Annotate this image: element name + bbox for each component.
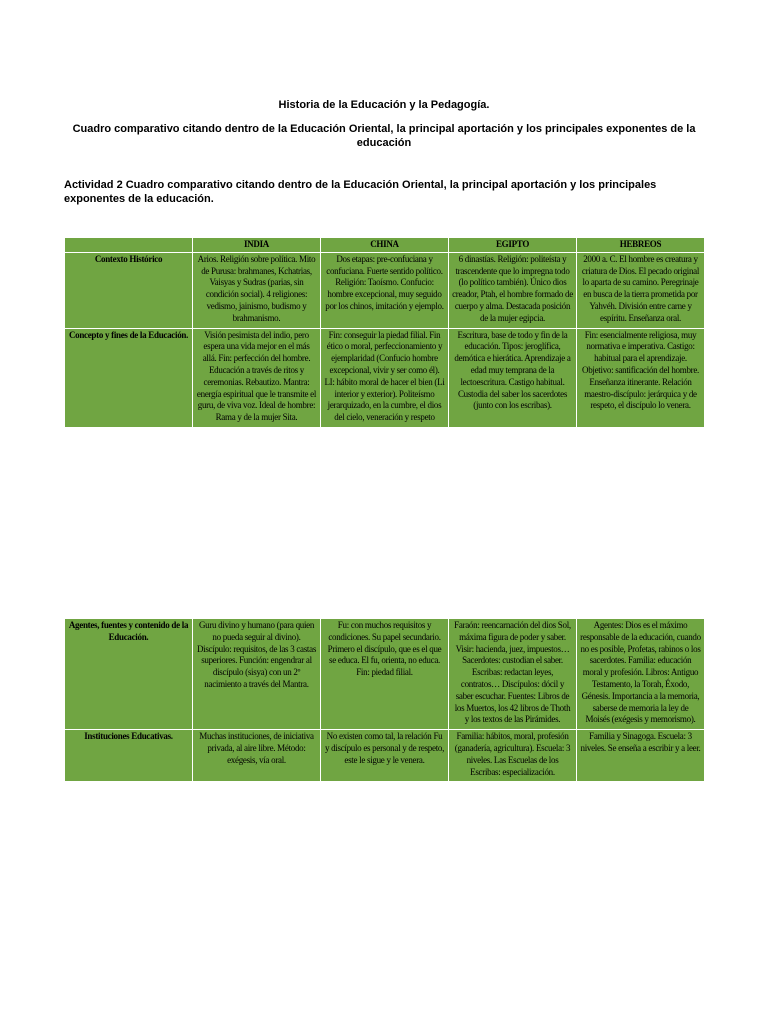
header-cell-empty bbox=[65, 238, 193, 253]
table-cell-china: Fu: con muchos requisitos y condiciones. Su papel secundario. Primero el discípulo, que es el que se educa. El fu, orienta, no educa. Fin: piedad filial. bbox=[321, 619, 449, 730]
table-header-row bbox=[65, 238, 705, 253]
table-cell-india: Muchas instituciones, de iniciativa privada, al aire libre. Método: exégesis, vía oral. bbox=[193, 730, 321, 782]
table-row bbox=[65, 730, 705, 782]
row-label: Instituciones Educativas. bbox=[65, 730, 193, 782]
header-cell-egipto: EGIPTO bbox=[449, 238, 577, 253]
table-cell-hebreos: Agentes: Dios es el máximo responsable de la educación, cuando no es posible, Profetas, rabinos o los sacerdotes. Familia: educación moral y profesión. Libros: Antiguo Testamento, la Torah, Éxodo, Génesis. Importancia a la memoria, saberse de memoria la ley de Moisés (exégesis y memorismo). bbox=[577, 619, 705, 730]
table-cell-india: Guru divino y humano (para quien no pueda seguir al divino). Discípulo: requisitos, de las 3 castas superiores. Función: engendrar al discípulo (sisya) con un 2º nacimiento a través del Mantra. bbox=[193, 619, 321, 730]
table-cell-india: Visión pesimista del indio, pero espera una vida mejor en el más allá. Fin: perfección del hombre. Educación a través de ritos y ceremonias. Rebautizo. Mantra: energía espiritual que le transmite el guru, de viva voz. Ideal de hombre: Rama y de la mujer Sita. bbox=[193, 328, 321, 427]
table-cell-hebreos: 2000 a. C. El hombre es creatura y criatura de Dios. El pecado original lo aparta de su camino. Peregrinaje en busca de la tierra prometida por Yahvéh. División entre carne y espíritu. Enseñanza oral. bbox=[577, 252, 705, 328]
table-cell-egipto: Faraón: reencarnación del dios Sol, máxima figura de poder y saber. Visir: hacienda, juez, impuestos… Sacerdotes: custodian el saber. Escribas: redactan leyes, contratos… Discípulos: dócil y saber escuchar. Fuentes: Libros de los Muertos, los 42 libros de Thoth y los textos de las Pirámides. bbox=[449, 619, 577, 730]
activity-heading: Actividad 2 Cuadro comparativo citando dentro de la Educación Oriental, la principal aportación y los principales exponentes de la educación. bbox=[64, 179, 657, 205]
table-cell-china: Dos etapas: pre-confuciana y confuciana. Fuerte sentido político. Religión: Taoísmo. Confucio: hombre excepcional, muy seguido por los chinos, imitación y ejemplo. bbox=[321, 252, 449, 328]
header-cell-china: CHINA bbox=[321, 238, 449, 253]
table-cell-hebreos: Fin: esencialmente religiosa, muy normativa e imperativa. Castigo: habitual para el aprendizaje. Objetivo: santificación del hombre. Enseñanza itinerante. Relación maestro-discípulo: jerárquica y de respeto, el discípulo lo venera. bbox=[577, 328, 705, 427]
row-label: Contexto Histórico bbox=[65, 252, 193, 328]
row-label: Agentes, fuentes y contenido de la Educación. bbox=[65, 619, 193, 730]
page-subtitle: Cuadro comparativo citando dentro de la Educación Oriental, la principal aportación y los principales exponentes de la educación bbox=[72, 123, 696, 149]
table-cell-egipto: Familia: hábitos, moral, profesión (ganadería, agricultura). Escuela: 3 niveles. Las Escuelas de los Escribas: especialización. bbox=[449, 730, 577, 782]
table-cell-india: Arios. Religión sobre política. Mito de Purusa: brahmanes, Kchatrias, Vaisyas y Sudras (parias, sin condición social). 4 religiones: vedismo, jainismo, budismo y brahmanismo. bbox=[193, 252, 321, 328]
table-cell-egipto: Escritura, base de todo y fin de la educación. Tipos: jeroglífica, demótica e hierática. Aprendizaje a edad muy temprana de la lectoescritura. Castigo habitual. Custodia del saber los sacerdotes (junto con los escribas). bbox=[449, 328, 577, 427]
header-cell-india: INDIA bbox=[193, 238, 321, 253]
row-label: Concepto y fines de la Educación. bbox=[65, 328, 193, 427]
table-row bbox=[65, 619, 705, 730]
table-row bbox=[65, 252, 705, 328]
table-cell-hebreos: Familia y Sinagoga. Escuela: 3 niveles. Se enseña a escribir y a leer. bbox=[577, 730, 705, 782]
comparison-table-part-2 bbox=[64, 618, 705, 782]
comparison-table-part-1 bbox=[64, 237, 705, 428]
table-cell-egipto: 6 dinastías. Religión: politeísta y trascendente que lo impregna todo (lo político también). Único dios creador, Ptah, el hombre formado de cuerpo y alma. Destacada posición de la mujer egipcia. bbox=[449, 252, 577, 328]
table-cell-china: No existen como tal, la relación Fu y discípulo es personal y de respeto, este le sigue y le venera. bbox=[321, 730, 449, 782]
table-cell-china: Fin: conseguir la piedad filial. Fin ético o moral, perfeccionamiento y ejemplaridad (Confucio hombre excepcional, vivir y ser como él). LI: hábito moral de hacer el bien (Li interior y exterior). Politeísmo jerarquizado, en la cumbre, el dios del cielo, veneración y respeto bbox=[321, 328, 449, 427]
table-row bbox=[65, 328, 705, 427]
header-cell-hebreos: HEBREOS bbox=[577, 238, 705, 253]
page-title: Historia de la Educación y la Pedagogía. bbox=[278, 99, 490, 111]
